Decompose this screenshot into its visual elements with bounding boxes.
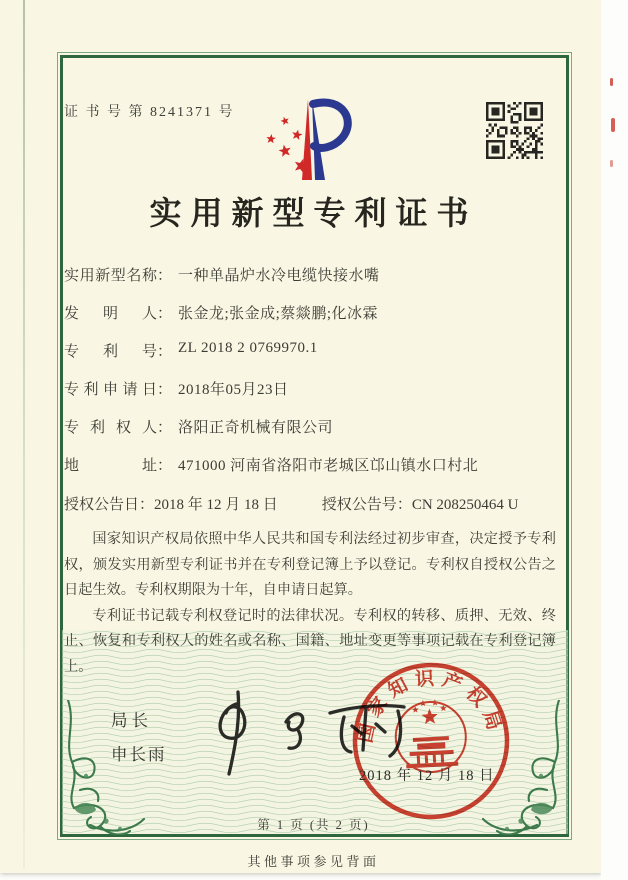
field-row (64, 302, 558, 340)
cnipa-red-seal-icon (345, 655, 517, 827)
field-colon: ： (139, 497, 155, 513)
field-label: 实用新型名称 (64, 268, 157, 284)
field-label: 专利申请日 (64, 382, 157, 398)
field-row (64, 340, 558, 378)
field-colon: ： (157, 268, 173, 284)
field-colon: ： (157, 306, 173, 322)
scan-red-smudge (611, 118, 615, 132)
page-footer: 第 1 页 (共 2 页) (257, 818, 370, 832)
fields (64, 264, 558, 492)
field-colon: ： (157, 420, 173, 436)
field-label: 专利号 (64, 344, 157, 360)
qr-code-icon (486, 102, 543, 159)
field-value: 一种单晶炉水冷电缆快接水嘴 (178, 268, 380, 284)
seal-ring-text: 国家知识产权局 (355, 668, 507, 745)
field-value: 洛阳正奇机械有限公司 (178, 420, 334, 436)
scan-red-smudge (610, 160, 613, 167)
field-value: ZL 2018 2 0769970.1 (178, 340, 318, 356)
grant-date-value: 2018 年 12 月 18 日 (154, 497, 278, 513)
field-row (64, 378, 558, 416)
field-row (64, 264, 558, 302)
grant-date-label: 授权公告日 (64, 497, 140, 513)
field-value: 471000 河南省洛阳市老城区邙山镇水口村北 (178, 458, 479, 474)
grant-row (64, 493, 558, 514)
grant-number (322, 493, 519, 514)
cnipa-patent-logo-icon (252, 90, 364, 186)
scan-right-margin (601, 0, 628, 880)
certificate-title: 实用新型专利证书 (149, 195, 478, 231)
field-label: 专利权人 (64, 420, 157, 436)
svg-text:国家知识产权局 (351, 663, 508, 746)
legal-paragraph: 国家知识产权局依照中华人民共和国专利法经过初步审查，决定授予专利权，颁发实用新型专利证书并在专利登记簿上予以登记。专利权自授权公告之日起生效。专利权期限为十年，自申请日起算。 (64, 531, 556, 599)
scan-edge-artifact (23, 0, 25, 868)
legal-paragraph: 专利证书记载专利权登记时的法律状况。专利权的转移、质押、无效、终止、恢复和专利权人的姓名或名称、国籍、地址变更等事项记载在专利登记簿上。 (64, 607, 556, 675)
field-row (64, 416, 558, 454)
field-label: 地址 (64, 458, 157, 474)
field-colon: ： (396, 497, 412, 513)
field-value: 张金龙;张金成;蔡燚鹏;化冰霖 (178, 306, 379, 322)
field-label: 发明人 (64, 306, 157, 322)
grant-number-value: CN 208250464 U (411, 497, 519, 513)
field-colon: ： (157, 344, 173, 360)
field-value: 2018年05月23日 (178, 382, 289, 398)
scan-red-smudge (610, 78, 613, 86)
grant-number-label: 授权公告号 (321, 497, 397, 513)
back-note: 其他事项参见背面 (247, 854, 380, 869)
field-colon: ： (157, 382, 173, 398)
grant-date (64, 493, 278, 514)
field-colon: ： (157, 458, 173, 474)
field-row (64, 454, 558, 492)
seal-date: 2018 年 12 月 18 日 (359, 768, 495, 784)
certificate-number: 证 书 号 第 8241371 号 (64, 105, 235, 120)
signer-title: 局长 (111, 711, 152, 730)
signer-name: 申长雨 (111, 745, 167, 764)
